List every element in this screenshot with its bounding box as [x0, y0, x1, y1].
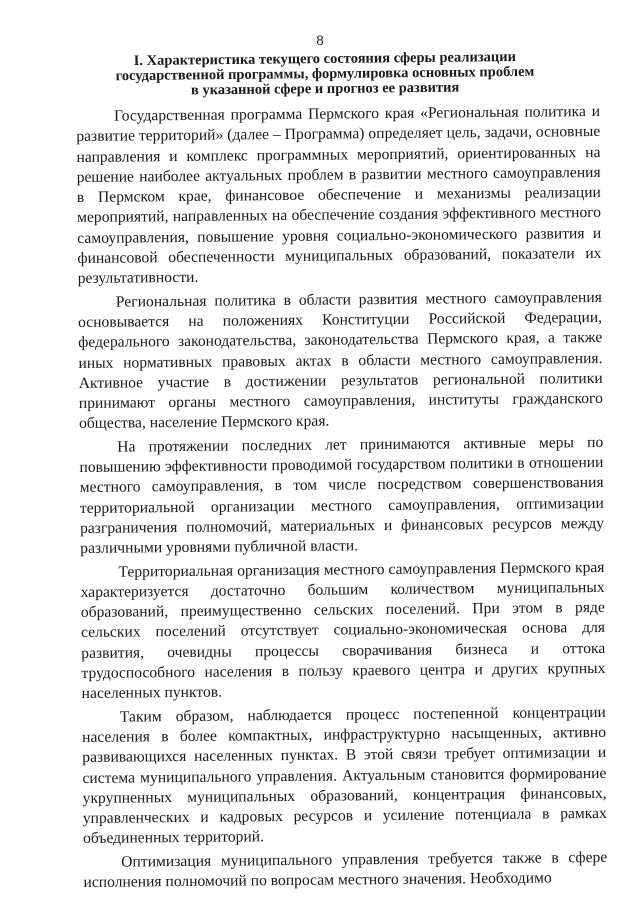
section-heading: [100, 50, 550, 100]
section-heading-line-2: государственной программы, формулировка основных проблем: [115, 63, 535, 85]
page-number: 8: [316, 33, 324, 49]
paragraph: Таким образом, наблюдается процесс постепенной концентрации населения в более компактных, инфраструктурно насыщенных, активно развивающихся населенных пунктах. В этой связи требует оптимизации и система муниципального управления. Актуальным становится формирование укрупненных муниципальных образований, концентрация финансовых, управленческих и кадровых ресурсов и усиление потенциала в рамках объединенных территорий.: [81, 703, 607, 848]
paragraph: Региональная политика в области развития местного самоуправления основывается на положениях Конституции Российской Федерации, федерального законодательства, законодательства Пермского края, а также иных нормативных правовых актах в области местного самоуправления. Активное участие в достижении результатов региональной политики принимают органы местного самоуправления, институты гражданского общества, население Пермского края.: [77, 288, 603, 433]
paragraph: Оптимизация муниципального управления требуется также в сфере исполнения полномочий по вопросам местного значения. Необходимо: [83, 848, 608, 891]
body-text: [76, 102, 608, 896]
section-heading-line-3: в указанной сфере и прогноз ее развития: [190, 79, 460, 99]
paragraph: На протяжении последних лет принимаются активные меры по повышению эффективности проводимой государством политики в отношении местного самоуправления, в том числе посредством совершенствования территориальной организации местного самоуправления, оптимизации разграничения полномочий, материальных и финансовых ресурсов между различными уровнями публичной власти.: [79, 433, 605, 558]
paragraph: Государственная программа Пермского края «Региональная политика и развитие территорий» (далее – Программа) определяет цель, задачи, основные направления и комплекс программных мероприятий, ориентированных на решение наиболее актуальных проблем в развитии местного самоуправления в Пермском крае, финансовое обеспечение и механизмы реализации мероприятий, направленных на обеспечение создания эффективного местного самоуправления, повышение уровня социально-экономического развития и финансовой обеспеченности муниципальных образований, показатели их результативности.: [76, 102, 602, 288]
section-heading-line-1: I. Характеристика текущего состояния сферы реализации: [133, 49, 517, 70]
paragraph: Территориальная организация местного самоуправления Пермского края характеризуется достаточно большим количеством муниципальных образований, преимущественно сельских поселений. При этом в ряде сельских поселений отсутствует социально-экономическая основа для развития, очевидны процессы сворачивания бизнеса и оттока трудоспособного населения в пользу краевого центра и других крупных населенных пунктов.: [80, 558, 606, 703]
